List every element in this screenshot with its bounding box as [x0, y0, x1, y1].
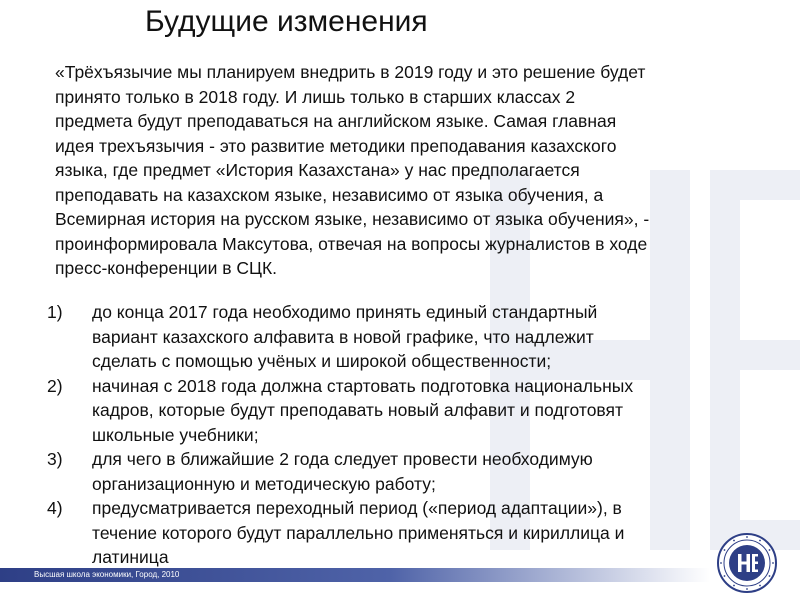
list-item-line: сделать с помощью учёных и широкой общественности;: [92, 351, 552, 371]
footer-bar: [0, 568, 710, 582]
list-item-line: для чего в ближайшие 2 года следует провести необходимую: [92, 449, 593, 469]
list-item-line: течение которого будут параллельно применяться и кириллица и: [92, 522, 625, 543]
quote-line: «Трёхъязычие мы планируем внедрить в 2019 году и это решение будет: [55, 62, 646, 82]
list-item: [47, 447, 727, 496]
quote-line: языка, где предмет «История Казахстана» у нас предполагается: [55, 160, 580, 180]
list-item-number: 2): [47, 375, 63, 396]
list-item-number: 1): [47, 302, 63, 322]
list-item-line: кадров, которые будут преподавать новый алфавит и подготовят: [92, 400, 624, 420]
quote-line: предмета будут преподаваться на английском языке. Самая главная: [55, 111, 617, 131]
quote-paragraph: [55, 60, 755, 281]
quote-line: преподавать на казахском языке, независимо от языка обучения, а: [55, 184, 604, 205]
list-item-line: школьные учебники;: [92, 424, 259, 445]
list-item-line: организационную и методическую работу;: [92, 473, 436, 494]
list-item-number: 4): [47, 498, 63, 518]
list-item-line: латиница: [92, 547, 169, 567]
hse-logo-icon: [716, 532, 778, 594]
quote-line: идея трехъязычия - это развитие методики преподавания казахского: [55, 135, 617, 156]
quote-line: пресс-конференции в СЦК.: [55, 258, 278, 278]
list-item-line: предусматривается переходный период («период адаптации»), в: [92, 498, 622, 518]
slide-title: Будущие изменения: [145, 5, 428, 38]
quote-line: проинформировала Максутова, отвечая на вопросы журналистов в ходе: [55, 233, 648, 254]
quote-line: принято только в 2018 году. И лишь только в старших классах 2: [55, 86, 576, 107]
quote-line: Всемирная история на русском языке, независимо от языка обучения», -: [55, 209, 650, 229]
numbered-list: [47, 300, 727, 570]
list-item-line: вариант казахского алфавита в новой графике, что надлежит: [92, 326, 594, 347]
list-item: [47, 496, 727, 570]
list-item-line: начиная с 2018 года должна стартовать подготовка национальных: [92, 375, 634, 396]
footer-text: Высшая школа экономики, Город, 2010: [34, 570, 180, 579]
list-item: [47, 300, 727, 374]
list-item: [47, 374, 727, 448]
list-item-line: до конца 2017 года необходимо принять единый стандартный: [92, 302, 598, 322]
list-item-number: 3): [47, 449, 63, 469]
